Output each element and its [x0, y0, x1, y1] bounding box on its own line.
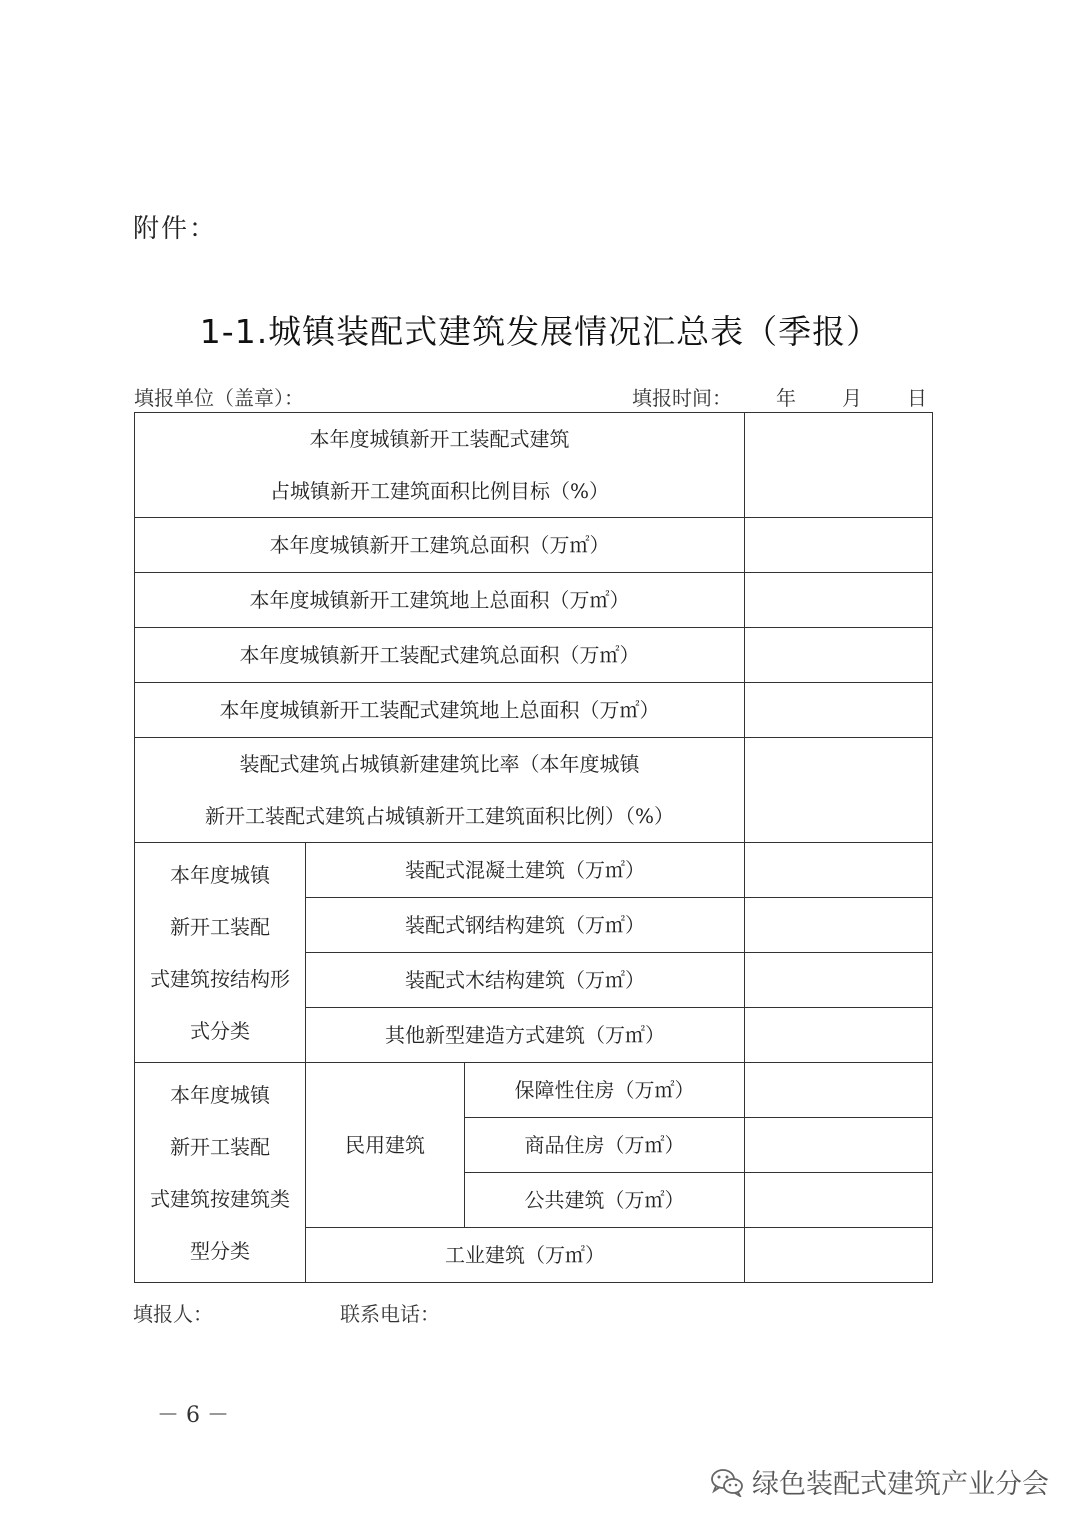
civil-building-label: 民用建筑 — [306, 1063, 465, 1228]
public-building-value[interactable] — [745, 1173, 933, 1228]
ratio-label — [135, 738, 745, 843]
public-building-label: 公共建筑（万㎡） — [465, 1173, 745, 1228]
type-group-label — [135, 1063, 306, 1283]
fill-time-label: 填报时间： — [632, 386, 732, 410]
prefab-area-label: 本年度城镇新开工装配式建筑总面积（万㎡） — [135, 628, 745, 683]
summary-table — [134, 412, 933, 1283]
prefab-area-value[interactable] — [745, 628, 933, 683]
month-label: 月 — [842, 386, 862, 410]
table-row — [135, 573, 933, 628]
table-row — [135, 518, 933, 573]
structure-label-line: 式建筑按结构形 — [150, 966, 290, 991]
industrial-building-label: 工业建筑（万㎡） — [306, 1228, 745, 1283]
table-row — [135, 628, 933, 683]
concrete-label: 装配式混凝土建筑（万㎡） — [306, 843, 745, 898]
target-ratio-label — [135, 413, 745, 518]
commercial-housing-label: 商品住房（万㎡） — [465, 1118, 745, 1173]
structure-group-label — [135, 843, 306, 1063]
structure-label-line: 新开工装配 — [170, 914, 270, 939]
industrial-building-value[interactable] — [745, 1228, 933, 1283]
target-ratio-line2: 占城镇新开工建筑面积比例目标（%） — [270, 479, 610, 503]
page-title: 1-1.城镇装配式建筑发展情况汇总表（季报） — [199, 312, 881, 351]
wechat-icon — [710, 1467, 744, 1497]
total-area-label: 本年度城镇新开工建筑总面积（万㎡） — [135, 518, 745, 573]
table-row — [135, 683, 933, 738]
type-label-line: 型分类 — [190, 1238, 250, 1263]
reporter-label: 填报人： — [133, 1302, 213, 1326]
target-ratio-value[interactable] — [745, 413, 933, 518]
table-row — [135, 738, 933, 843]
table-row — [135, 1063, 933, 1118]
wood-value[interactable] — [745, 953, 933, 1008]
steel-label: 装配式钢结构建筑（万㎡） — [306, 898, 745, 953]
commercial-housing-value[interactable] — [745, 1118, 933, 1173]
phone-label: 联系电话： — [340, 1302, 440, 1326]
type-label-line: 新开工装配 — [170, 1134, 270, 1159]
other-method-value[interactable] — [745, 1008, 933, 1063]
total-above-value[interactable] — [745, 573, 933, 628]
type-label-line: 本年度城镇 — [170, 1082, 270, 1107]
ratio-value[interactable] — [745, 738, 933, 843]
table-row — [135, 413, 933, 518]
target-ratio-line1: 本年度城镇新开工装配式建筑 — [309, 427, 570, 451]
structure-label-line: 式分类 — [190, 1018, 250, 1043]
watermark-text: 绿色装配式建筑产业分会 — [752, 1469, 1049, 1500]
ratio-line1: 装配式建筑占城镇新建建筑比率（本年度城镇 — [239, 752, 640, 776]
table-row — [135, 843, 933, 898]
type-label-line: 式建筑按建筑类 — [150, 1186, 290, 1211]
ratio-line2: 新开工装配式建筑占城镇新开工建筑面积比例）（%） — [205, 804, 675, 828]
steel-value[interactable] — [745, 898, 933, 953]
total-area-value[interactable] — [745, 518, 933, 573]
attachment-label: 附件： — [133, 214, 218, 244]
page-number: － 6 － — [157, 1403, 229, 1428]
wood-label: 装配式木结构建筑（万㎡） — [306, 953, 745, 1008]
prefab-above-label: 本年度城镇新开工装配式建筑地上总面积（万㎡） — [135, 683, 745, 738]
year-label: 年 — [776, 386, 796, 410]
prefab-above-value[interactable] — [745, 683, 933, 738]
concrete-value[interactable] — [745, 843, 933, 898]
fill-unit-label: 填报单位（盖章）： — [134, 386, 304, 410]
watermark — [710, 1462, 1049, 1501]
affordable-housing-value[interactable] — [745, 1063, 933, 1118]
total-above-label: 本年度城镇新开工建筑地上总面积（万㎡） — [135, 573, 745, 628]
structure-label-line: 本年度城镇 — [170, 862, 270, 887]
other-method-label: 其他新型建造方式建筑（万㎡） — [306, 1008, 745, 1063]
day-label: 日 — [907, 386, 927, 410]
affordable-housing-label: 保障性住房（万㎡） — [465, 1063, 745, 1118]
